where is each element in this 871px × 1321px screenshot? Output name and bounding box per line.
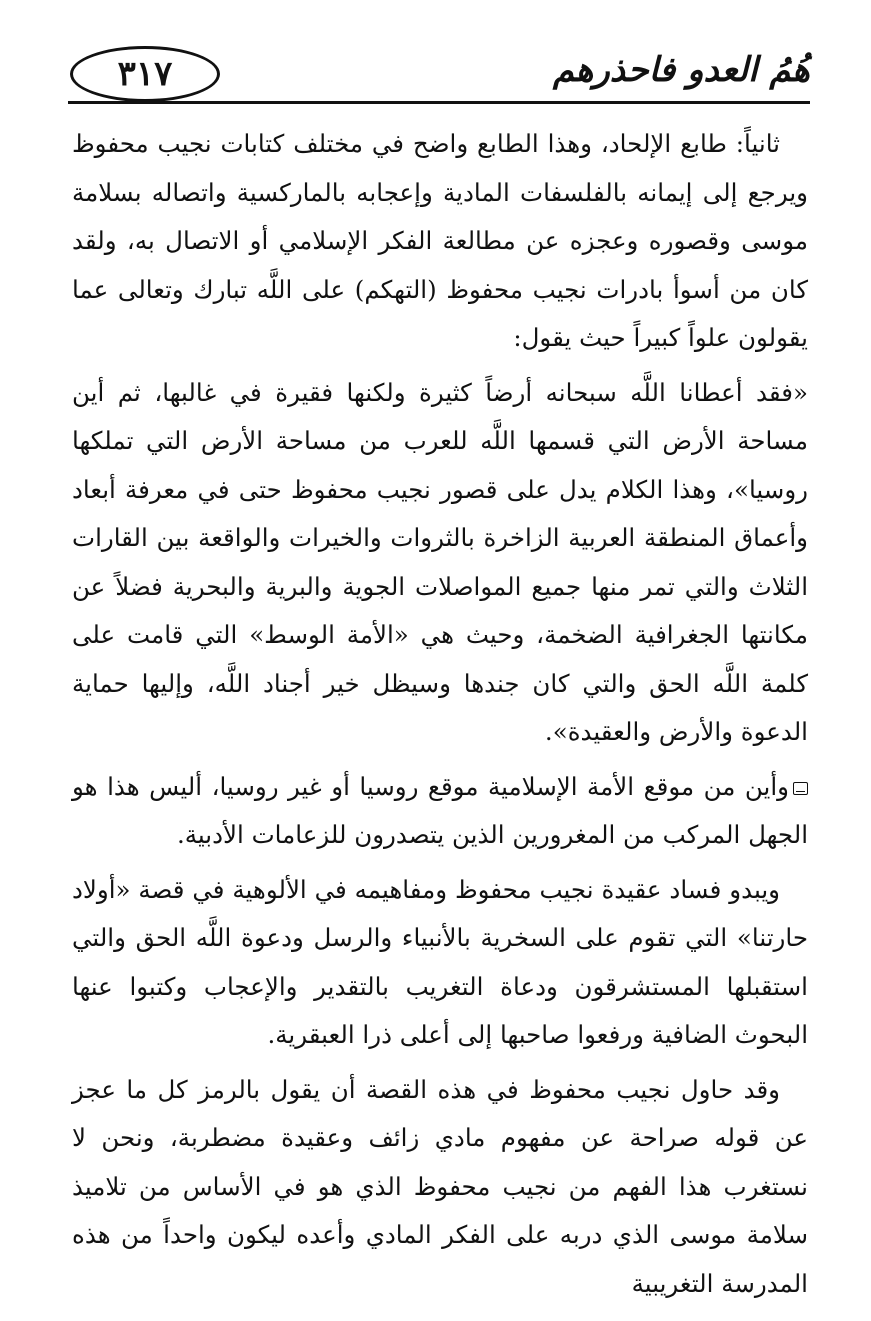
paragraph: ويبدو فساد عقيدة نجيب محفوظ ومفاهيمه في الألوهية في قصة «أولاد حارتنا» التي تقوم على السخرية بالأنبياء والرسل ودعوة اللَّه الحق والتي استقبلها المستشرقون ودعاة التغريب بالتقدير والإعجاب وكتبوا عنها البحوث الضافية ورفعوا صاحبها إلى أعلى ذرا العبقرية. [72, 874, 808, 1049]
bullet-box-icon [793, 782, 808, 795]
header-divider [68, 101, 810, 104]
page-header [68, 40, 810, 110]
body-text [72, 120, 808, 1308]
paragraph: ثانياً: طابع الإلحاد، وهذا الطابع واضح في مختلف كتابات نجيب محفوظ ويرجع إلى إيمانه بالفلسفات المادية وإعجابه بالماركسية واتصاله بسلامة موسى وقصوره وعجزه عن مطالعة الفكر الإسلامي أو الاتصال به، ولقد كان من أسوأ بادرات نجيب محفوظ (التهكم) على اللَّه تبارك وتعالى عما يقولون علواً كبيراً حيث يقول: [72, 129, 808, 352]
page-number: ٣١٧ [70, 46, 220, 102]
running-title: هُمُ العدو فاحذرهم [552, 50, 810, 90]
paragraph: وقد حاول نجيب محفوظ في هذه القصة أن يقول بالرمز كل ما عجز عن قوله صراحة عن مفهوم مادي زائف وعقيدة مضطربة، ونحن لا نستغرب هذا الفهم من نجيب محفوظ الذي هو في الأساس من تلاميذ سلامة موسى الذي دربه على الفكر المادي وأعده ليكون واحداً من هذه المدرسة التغريبية [72, 1074, 808, 1298]
paragraph-text: وأين من موقع الأمة الإسلامية موقع روسيا أو غير روسيا، أليس هذا هو الجهل المركب من المغرورين الذين يتصدرون للزعامات الأدبية. [72, 771, 808, 849]
paragraph: «فقد أعطانا اللَّه سبحانه أرضاً كثيرة ولكنها فقيرة في غالبها، ثم أين مساحة الأرض التي قسمها اللَّه للعرب من مساحة الأرض التي تملكها روسيا»، وهذا الكلام يدل على قصور نجيب محفوظ حتى في معرفة أبعاد وأعماق المنطقة العربية الزاخرة بالثروات والخيرات والواقعة بين القارات الثلاث والتي تمر منها جميع المواصلات الجوية والبرية والبحرية فضلاً عن مكانتها الجغرافية الضخمة، وحيث هي «الأمة الوسط» التي قامت على كلمة اللَّه الحق والتي كان جندها وسيظل خير أجناد اللَّه، وإليها حماية الدعوة والأرض والعقيدة». [72, 377, 808, 746]
paragraph-with-icon [72, 763, 808, 860]
